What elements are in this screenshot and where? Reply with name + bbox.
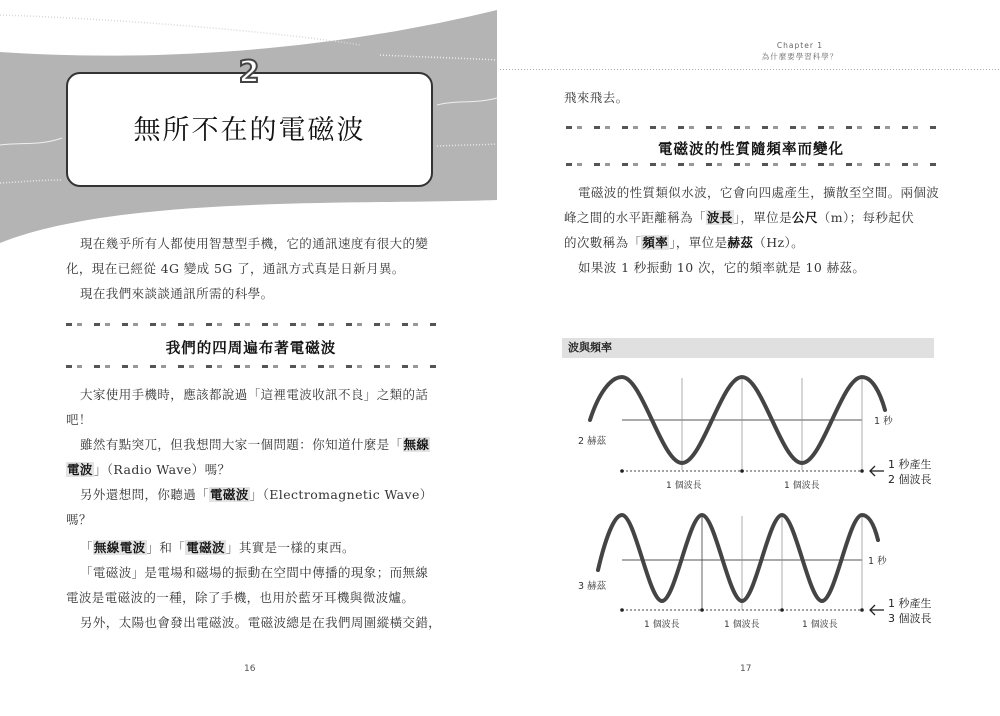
arrow-left-icon [870,605,884,615]
continued-text: 飛來飛去。 [564,90,629,105]
body-line: （m）；每秒起伏 [817,210,915,225]
body-line: 」其實是一樣的東西。 [225,540,355,555]
body-line: 「 [80,540,93,555]
highlight-term: 無線 [403,437,430,452]
chapter-title: 無所不在的電磁波 [133,115,366,146]
intro-line: 現在我們來談談通訊所需的科學。 [80,286,274,301]
wave2-note-line1: 1 秒產生 [888,597,932,610]
wave1-note-line2: 2 個波長 [888,473,932,486]
body-line: 另外還想問，你聽過「 [80,487,210,502]
wave-3hz [598,515,878,612]
wave1-wavelength-label: 1 個波長 [784,481,820,491]
section-heading: 電磁波的性質隨頻率而變化 [658,142,844,158]
intro-line: 化，現在已經從 4G 變成 5G 了，通訊方式真是日新月異。 [66,261,405,276]
body-line: 」，單位是 [733,210,792,225]
body-line: 電磁波的性質類似水波，它會向四處產生，擴散至空間。兩個波 [578,185,940,200]
highlight-term: 電磁波 [186,540,225,555]
wave1-note [888,457,932,487]
body-line: 」和「 [146,540,186,555]
figure-title-bar: 波與頻率 [562,338,934,358]
body-line: 吧！ [66,412,92,427]
page-number-left: 16 [244,664,256,674]
running-head-title: 為什麼要學習科學？ [761,52,839,61]
wave2-wavelength-label: 1 個波長 [724,620,760,630]
body-line: 「電磁波」是電場和磁場的振動在空間中傳播的現象；而無線 [80,565,429,580]
wave2-note [888,596,932,626]
wave2-wavelength-label: 1 個波長 [802,620,838,630]
body-line: 」，單位是 [669,235,728,250]
body-line: （Hz）。 [753,235,805,250]
bold-term: 赫茲 [727,235,754,250]
body-line: 」（Electromagnetic Wave）嗎？ [66,487,433,527]
body-line: 峰之間的水平距離稱為「 [564,210,706,225]
wave-2hz [590,377,885,473]
highlight-term: 波長 [706,210,733,225]
section-heading: 我們的四周遍布著電磁波 [165,341,337,357]
wave2-duration-label: 1 秒 [868,556,887,567]
wave2-frequency-label: 3 赫茲 [578,581,607,592]
intro-line: 現在幾乎所有人都使用智慧型手機，它的通訊速度有很大的變 [80,236,429,251]
arrow-left-icon [870,466,884,476]
highlight-term: 無線電波 [93,540,146,555]
wave2-note-line2: 3 個波長 [888,612,932,625]
page-number-right: 17 [740,664,752,674]
highlight-term: 電波 [67,462,93,477]
body-line: 」（Radio Wave）嗎？ [93,462,231,477]
body-line: 另外，太陽也會發出電磁波。電磁波總是在我們周圍縱橫交錯， [80,615,442,630]
wave1-frequency-label: 2 赫茲 [578,436,607,447]
highlight-term: 電磁波 [210,487,249,502]
wave2-wavelength-label: 1 個波長 [644,620,680,630]
wave1-duration-label: 1 秒 [874,416,893,427]
running-head-chapter: Chapter 1 [776,41,824,50]
wave1-note-line1: 1 秒產生 [888,458,932,471]
bold-term: 公尺 [791,210,818,225]
body-line: 雖然有點突兀，但我想問大家一個問題：你知道什麼是「 [80,437,403,452]
chapter-number: 2 [238,55,260,90]
highlight-term: 頻率 [642,235,669,250]
body-line: 大家使用手機時，應該都說過「這裡電波收訊不良」之類的話 [80,387,429,402]
body-line: 如果波 1 秒振動 10 次，它的頻率就是 10 赫茲。 [578,260,866,275]
body-line: 的次數稱為「 [564,235,642,250]
body-line: 電波是電磁波的一種，除了手機，也用於藍牙耳機與微波爐。 [66,590,415,605]
wave1-wavelength-label: 1 個波長 [666,481,702,491]
